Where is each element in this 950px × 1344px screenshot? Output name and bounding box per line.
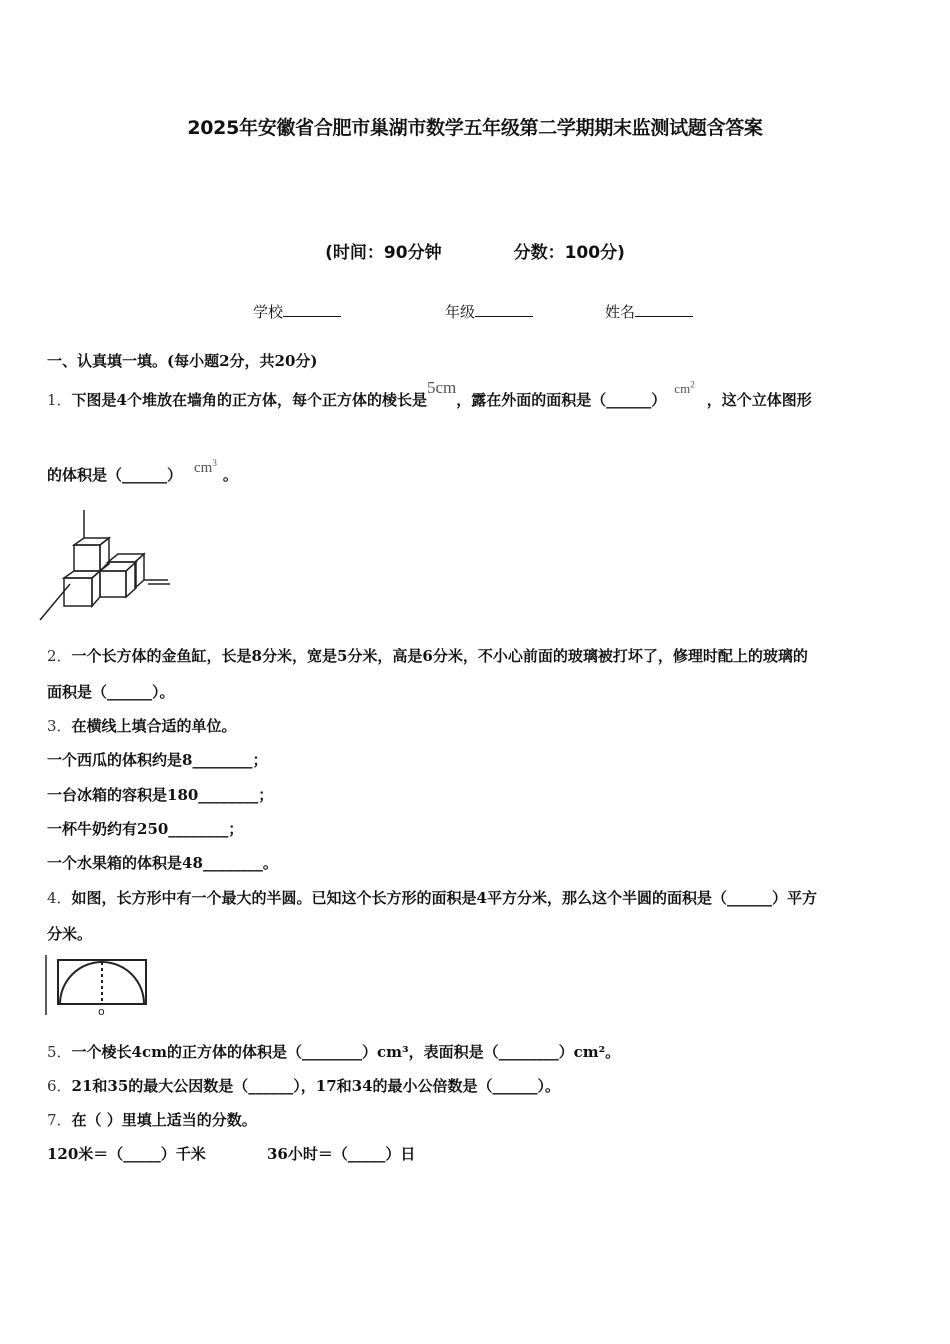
name-label: 姓名 [605,303,636,321]
question-4-line-1 [47,887,817,908]
unit-volume: $cm^3$ [194,458,217,476]
question-3-item-4: 一个水果箱的体积是48________。 [47,854,278,872]
question-7-item-right: 36小时＝（_____）日 [267,1145,416,1163]
question-text: 如图，长方形中有一个最大的半圆。已知这个长方形的面积是4平方分米，那么这个半圆的面积是（______）平方 [71,889,817,907]
cube-bottom-top [64,571,100,578]
cube-right-front [100,571,126,597]
question-3-item-2: 一台冰箱的容积是180________； [47,786,274,804]
semicircle-rectangle-figure [44,953,152,1017]
question-text: 的体积是（______） [47,466,183,484]
question-number: 4． [47,889,72,907]
grade-label: 年级 [445,303,476,321]
name-blank[interactable] [635,302,693,317]
grade-field [445,301,533,322]
section-heading: 一、认真填一填。(每小题2分，共20分) [47,352,318,370]
question-text: 。 [222,466,238,484]
question-1-line-2 [47,458,238,485]
question-6-line [47,1075,560,1096]
question-2-line-1 [47,645,808,666]
time-limit: (时间：90分钟 [325,243,442,263]
question-4-line-2: 分米。 [47,925,93,943]
question-3-item-1: 一个西瓜的体积约是8________； [47,751,268,769]
question-7-line [47,1109,257,1130]
question-1-line-1 [47,378,812,410]
exam-meta [0,238,950,263]
stacked-cubes-figure [38,508,173,626]
school-field [253,301,341,322]
name-field [605,301,693,322]
grade-blank[interactable] [475,302,533,317]
question-7-item-left: 120米＝（_____）千米 [47,1145,206,1163]
cube-bottom-front [64,578,92,606]
cube-top-front [74,545,100,571]
document-title: 2025年安徽省合肥市巢湖市数学五年级第二学期期末监测试题含答案 [187,117,763,139]
school-blank[interactable] [283,302,341,317]
question-number: 3． [47,717,72,735]
question-number: 7． [47,1111,72,1129]
question-text: 下图是4个堆放在墙角的正方体，每个正方体的棱长是 [71,391,427,409]
center-label: o [98,1005,105,1017]
cube-bottom-side [92,571,100,606]
question-number: 1． [47,391,72,409]
question-text: 21和35的最大公因数是（______），17和34的最小公倍数是（______）。 [71,1077,561,1095]
question-3-line [47,715,237,736]
question-text: 在（ ）里填上适当的分数。 [71,1111,257,1129]
question-text: ，这个立体图形 [706,391,812,409]
question-text: 在横线上填合适的单位。 [71,717,237,735]
question-text: ，露在外面的面积是（______） [456,391,667,409]
question-text: 一个长方体的金鱼缸，长是8分米，宽是5分米，高是6分米，不小心前面的玻璃被打坏了，修理时配上的玻璃的 [71,647,808,665]
unit-length: 5cm [427,378,457,397]
question-text: 一个棱长4cm的正方体的体积是（________）cm³，表面积是（________）cm²。 [71,1043,621,1061]
floor-edge [40,584,70,620]
question-number: 5． [47,1043,72,1061]
question-3-item-3: 一杯牛奶约有250________； [47,820,244,838]
total-score: 分数：100分) [513,243,625,263]
question-number: 6． [47,1077,72,1095]
school-label: 学校 [253,303,284,321]
question-2-line-2: 面积是（______）。 [47,683,175,701]
question-number: 2． [47,647,72,665]
question-5-line [47,1041,620,1062]
unit-area: $cm^2$ [674,379,695,396]
